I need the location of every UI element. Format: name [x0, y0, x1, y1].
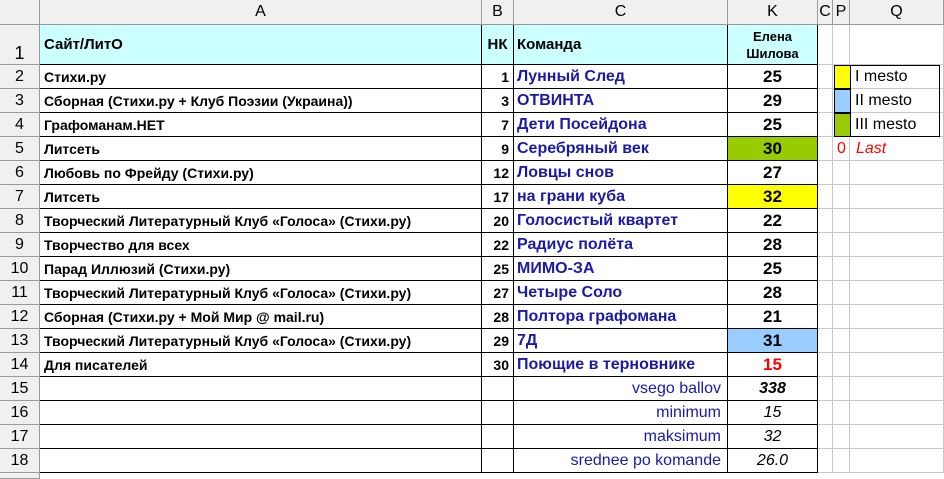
score-cell[interactable]: 31: [728, 329, 818, 353]
nk-cell[interactable]: 12: [482, 161, 514, 185]
row-header[interactable]: 3: [0, 89, 40, 113]
nk-cell[interactable]: 25: [482, 257, 514, 281]
cell-c2[interactable]: [818, 257, 833, 281]
site-cell[interactable]: Стихи.ру: [40, 65, 482, 89]
cell-p[interactable]: [833, 257, 850, 281]
score-cell[interactable]: 32: [728, 185, 818, 209]
score-cell[interactable]: 15: [728, 353, 818, 377]
legend-swatch: [834, 113, 851, 137]
column-header-k[interactable]: K: [728, 0, 818, 25]
legend-frame: [850, 65, 940, 137]
nk-cell[interactable]: 3: [482, 89, 514, 113]
cell-q[interactable]: [850, 281, 944, 305]
row-header[interactable]: 10: [0, 257, 40, 281]
empty-cell-b[interactable]: [482, 377, 514, 401]
empty-cell-b[interactable]: [482, 401, 514, 425]
team-cell[interactable]: ОТВИНТА: [514, 89, 728, 113]
cell-c2[interactable]: [818, 113, 833, 137]
site-cell[interactable]: Творческий Литературный Клуб «Голоса» (Стихи.ру): [40, 281, 482, 305]
cell-c2[interactable]: [818, 305, 833, 329]
row-header[interactable]: 5: [0, 137, 40, 161]
team-cell[interactable]: 7Д: [514, 329, 728, 353]
cell-q[interactable]: [850, 25, 944, 65]
score-cell[interactable]: 25: [728, 113, 818, 137]
score-cell[interactable]: 21: [728, 305, 818, 329]
header-site[interactable]: Сайт/ЛитО: [40, 25, 482, 65]
cell-p[interactable]: [833, 305, 850, 329]
cell-c2[interactable]: [818, 89, 833, 113]
cell-q[interactable]: [850, 353, 944, 377]
cell-q[interactable]: [850, 329, 944, 353]
row-header[interactable]: 9: [0, 233, 40, 257]
team-cell[interactable]: Серебряный век: [514, 137, 728, 161]
cell-p[interactable]: [833, 25, 850, 65]
legend-label: I mesto: [855, 68, 908, 85]
team-cell[interactable]: на грани куба: [514, 185, 728, 209]
header-judge[interactable]: [728, 25, 818, 65]
cell-c2[interactable]: [818, 281, 833, 305]
cell-p[interactable]: [833, 209, 850, 233]
cell-p[interactable]: [833, 281, 850, 305]
cell-q[interactable]: [850, 449, 944, 473]
empty-cell-a[interactable]: [40, 449, 482, 473]
site-cell[interactable]: Сборная (Стихи.ру + Мой Мир @ mail.ru): [40, 305, 482, 329]
site-cell[interactable]: Литсеть: [40, 137, 482, 161]
legend-swatch: [834, 89, 851, 113]
cell-q[interactable]: [850, 401, 944, 425]
summary-label[interactable]: vsego ballov: [514, 377, 728, 401]
empty-cell-a[interactable]: [40, 377, 482, 401]
judge-first-name: Елена: [752, 29, 793, 44]
column-header-a[interactable]: A: [40, 0, 482, 25]
team-cell[interactable]: Радиус полёта: [514, 233, 728, 257]
legend-label: III mesto: [855, 116, 917, 133]
cell-c2[interactable]: [818, 65, 833, 89]
row-header[interactable]: 18: [0, 449, 40, 473]
site-cell[interactable]: Сборная (Стихи.ру + Клуб Поэзии (Украина)): [40, 89, 482, 113]
nk-cell[interactable]: 9: [482, 137, 514, 161]
cell-c2[interactable]: [818, 377, 833, 401]
nk-cell[interactable]: 22: [482, 233, 514, 257]
legend-label: II mesto: [855, 92, 912, 109]
team-cell[interactable]: Ловцы снов: [514, 161, 728, 185]
summary-value[interactable]: 26.0: [728, 449, 818, 473]
team-cell[interactable]: Четыре Соло: [514, 281, 728, 305]
score-cell[interactable]: 27: [728, 161, 818, 185]
site-cell[interactable]: Творческий Литературный Клуб «Голоса» (Стихи.ру): [40, 329, 482, 353]
row-header[interactable]: 2: [0, 65, 40, 89]
column-header-c[interactable]: C: [514, 0, 728, 25]
site-cell[interactable]: Творческий Литературный Клуб «Голоса» (Стихи.ру): [40, 209, 482, 233]
header-nk[interactable]: НК: [482, 25, 514, 65]
site-cell[interactable]: Для писателей: [40, 353, 482, 377]
column-header-b[interactable]: B: [482, 0, 514, 25]
cell-c2[interactable]: [818, 25, 833, 65]
empty-cell-b[interactable]: [482, 449, 514, 473]
team-cell[interactable]: Лунный След: [514, 65, 728, 89]
row-header[interactable]: 1: [0, 25, 40, 65]
team-cell[interactable]: МИМО-ЗА: [514, 257, 728, 281]
cell-c2[interactable]: [818, 137, 833, 161]
row-header[interactable]: 16: [0, 401, 40, 425]
cell-c2[interactable]: [818, 401, 833, 425]
summary-value[interactable]: 15: [728, 401, 818, 425]
select-all-corner[interactable]: [0, 0, 40, 25]
score-cell[interactable]: 25: [728, 257, 818, 281]
team-cell[interactable]: Полтора графомана: [514, 305, 728, 329]
cell-p[interactable]: [833, 449, 850, 473]
site-cell[interactable]: Парад Иллюзий (Стихи.ру): [40, 257, 482, 281]
summary-value[interactable]: 338: [728, 377, 818, 401]
empty-cell-a[interactable]: [40, 425, 482, 449]
cell-q[interactable]: [850, 185, 944, 209]
column-header-p[interactable]: P: [833, 0, 850, 25]
empty-cell-b[interactable]: [482, 425, 514, 449]
cell-q[interactable]: [850, 161, 944, 185]
summary-label[interactable]: maksimum: [514, 425, 728, 449]
row-header[interactable]: 8: [0, 209, 40, 233]
row-header[interactable]: 6: [0, 161, 40, 185]
cell-c2[interactable]: [818, 425, 833, 449]
nk-cell[interactable]: 29: [482, 329, 514, 353]
row-header[interactable]: 15: [0, 377, 40, 401]
column-header-c2[interactable]: C: [818, 0, 833, 25]
site-cell[interactable]: Графоманам.НЕТ: [40, 113, 482, 137]
cell-p[interactable]: [833, 161, 850, 185]
site-cell[interactable]: Творчество для всех: [40, 233, 482, 257]
team-cell[interactable]: Поющие в терновнике: [514, 353, 728, 377]
cell-p[interactable]: [833, 233, 850, 257]
cell-c2[interactable]: [818, 209, 833, 233]
cell-p[interactable]: [833, 329, 850, 353]
cell-c2[interactable]: [818, 233, 833, 257]
cell-c2[interactable]: [818, 329, 833, 353]
summary-value[interactable]: 32: [728, 425, 818, 449]
team-cell[interactable]: Голосистый квартет: [514, 209, 728, 233]
last-count: 0: [837, 140, 846, 157]
cell-q[interactable]: [850, 233, 944, 257]
row-header[interactable]: 14: [0, 353, 40, 377]
score-cell[interactable]: 28: [728, 281, 818, 305]
site-cell[interactable]: Любовь по Фрейду (Стихи.ру): [40, 161, 482, 185]
score-cell[interactable]: 28: [728, 233, 818, 257]
last-label: Last: [856, 140, 887, 157]
nk-cell[interactable]: 1: [482, 65, 514, 89]
cell-q[interactable]: [850, 257, 944, 281]
cell-c2[interactable]: [818, 353, 833, 377]
team-cell[interactable]: Дети Посейдона: [514, 113, 728, 137]
summary-label[interactable]: minimum: [514, 401, 728, 425]
cell-c2[interactable]: [818, 449, 833, 473]
cell-p[interactable]: [833, 353, 850, 377]
nk-cell[interactable]: 17: [482, 185, 514, 209]
score-cell[interactable]: 29: [728, 89, 818, 113]
cell-q[interactable]: [850, 305, 944, 329]
cell-q[interactable]: [850, 377, 944, 401]
cell-q[interactable]: [850, 425, 944, 449]
cell-c2[interactable]: [818, 185, 833, 209]
nk-cell[interactable]: 27: [482, 281, 514, 305]
site-cell[interactable]: Литсеть: [40, 185, 482, 209]
judge-last-name: Шилова: [746, 46, 799, 61]
cell-p[interactable]: [833, 185, 850, 209]
header-team[interactable]: Команда: [514, 25, 728, 65]
row-header[interactable]: 13: [0, 329, 40, 353]
row-header[interactable]: 11: [0, 281, 40, 305]
summary-label[interactable]: srednee po komande: [514, 449, 728, 473]
nk-cell[interactable]: 30: [482, 353, 514, 377]
nk-cell[interactable]: 20: [482, 209, 514, 233]
cell-c2[interactable]: [818, 161, 833, 185]
nk-cell[interactable]: 28: [482, 305, 514, 329]
row-header[interactable]: [0, 473, 40, 479]
cell-p[interactable]: [833, 425, 850, 449]
cell-q[interactable]: [850, 209, 944, 233]
legend-swatch: [834, 65, 851, 89]
cell-p[interactable]: [833, 401, 850, 425]
score-cell[interactable]: 30: [728, 137, 818, 161]
empty-cell-a[interactable]: [40, 401, 482, 425]
nk-cell[interactable]: 7: [482, 113, 514, 137]
row-header[interactable]: 7: [0, 185, 40, 209]
cell-p[interactable]: [833, 377, 850, 401]
score-cell[interactable]: 22: [728, 209, 818, 233]
row-header[interactable]: 4: [0, 113, 40, 137]
row-header[interactable]: 17: [0, 425, 40, 449]
column-header-q[interactable]: Q: [850, 0, 944, 25]
row-header[interactable]: 12: [0, 305, 40, 329]
score-cell[interactable]: 25: [728, 65, 818, 89]
